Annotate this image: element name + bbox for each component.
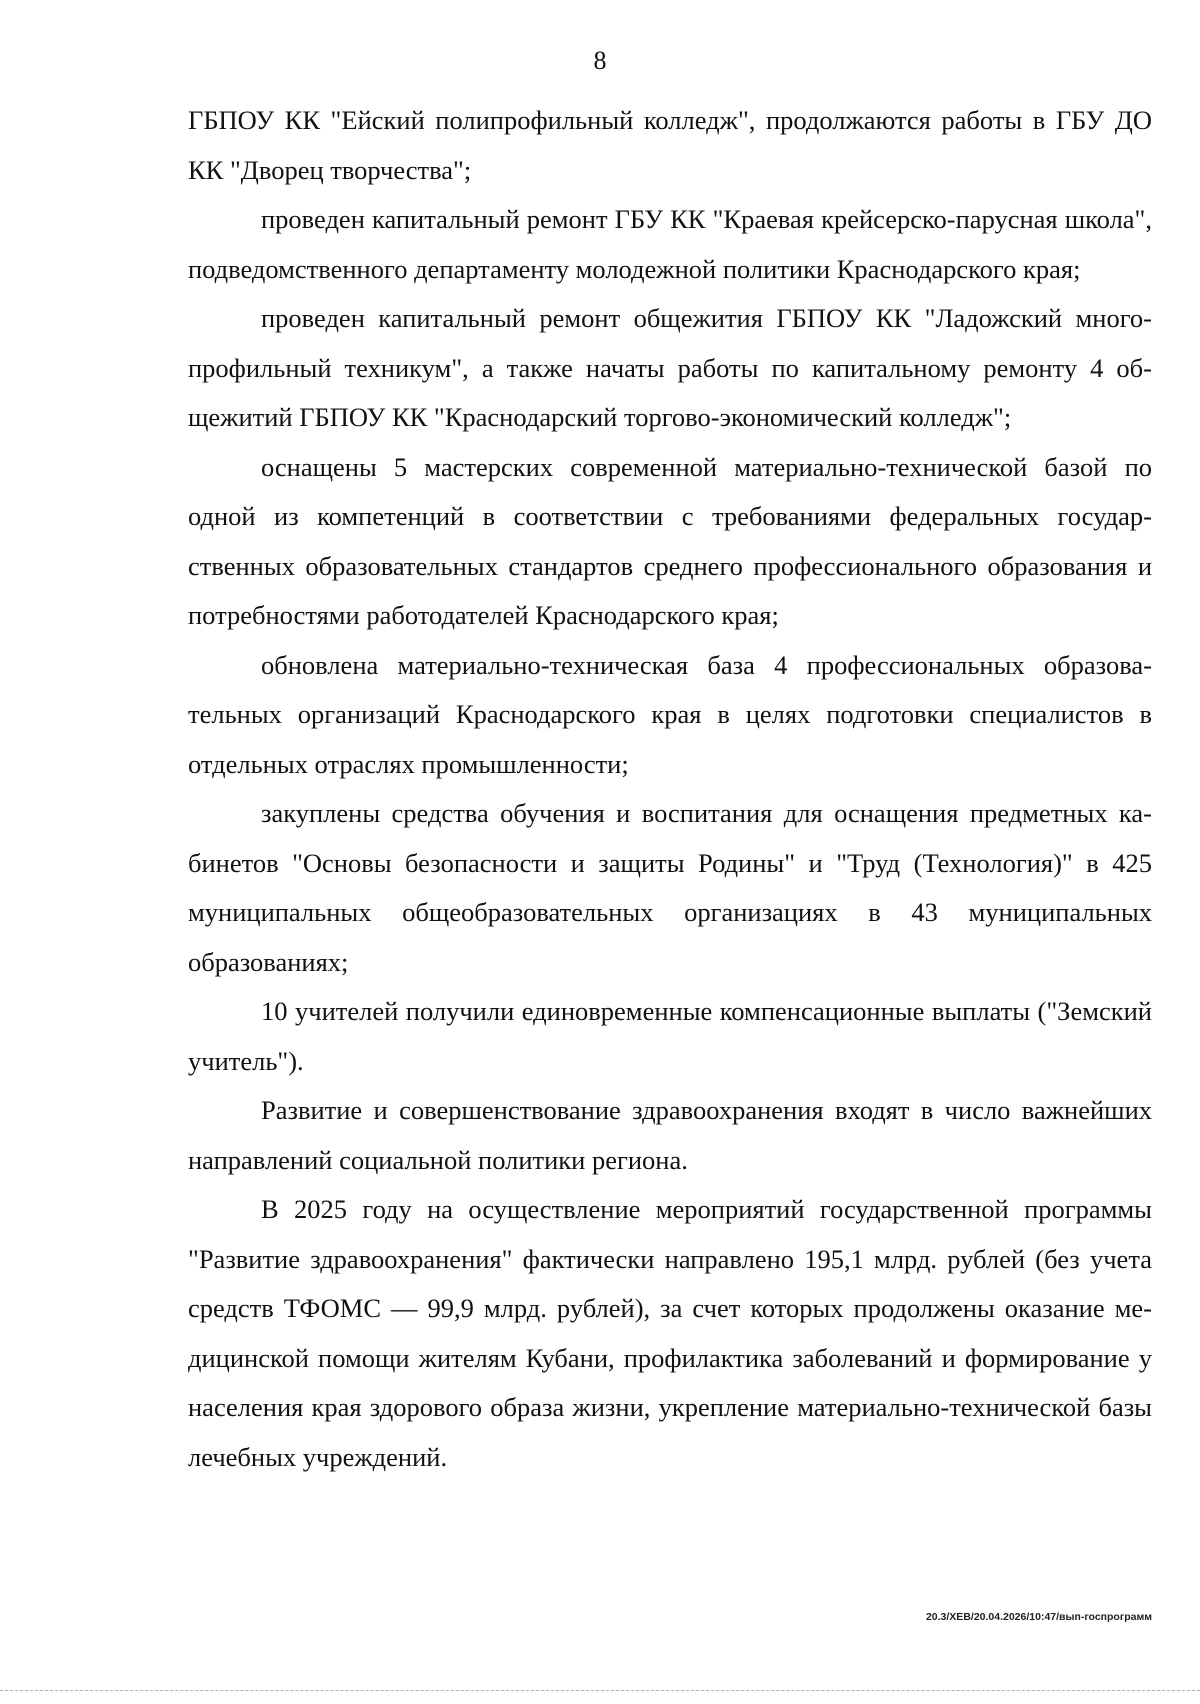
- paragraph-healthcare-intro: Развитие и совершенствование здравоохранения входят в число важнейших направлений социальной политики региона.: [188, 1095, 1152, 1175]
- paragraph-teachers: 10 учителей получили единовременные компенсационные выплаты ("Земский учитель").: [188, 996, 1152, 1076]
- page-number: 8: [593, 46, 607, 75]
- paragraph-continuation: ГБПОУ КК "Ейский полипрофильный колледж", продолжаются работы в ГБУ ДО КК "Дворец творчества";: [188, 105, 1152, 185]
- paragraph-workshops: оснащены 5 мастерских современной материально-технической базой по одной из компетенций в соответствии с требованиями федеральных государственных образовательных стандартов среднего профессионального образования и потребностями работодателей Краснодарского края;: [188, 451, 1152, 630]
- page-bottom-rule: [0, 1690, 1200, 1692]
- paragraph-material-base: обновлена материально-техническая база 4 профессиональных образовательных организаций Краснодарского края в целях подготовки специалистов в отдельных отраслях промышленности;: [188, 649, 1152, 779]
- paragraph-sailing-school: проведен капитальный ремонт ГБУ КК "Краевая крейсерско-парусная школа", подведомственного департаменту молодежной политики Краснодарского края;: [188, 204, 1152, 284]
- document-body: [188, 96, 1152, 1482]
- footer-document-code: 20.3/ХЕВ/20.04.2026/10:47/вып-госпрограмм: [925, 1611, 1152, 1623]
- paragraph-teaching-equipment: закуплены средства обучения и воспитания для оснащения предметных кабинетов "Основы безопасности и защиты Родины" и "Труд (Технология)" в 425 муниципальных общеобразовательных организациях в 43 муниципальных образованиях;: [188, 798, 1152, 977]
- paragraph-dormitory-repair: проведен капитальный ремонт общежития ГБПОУ КК "Ладожский многопрофильный техникум", а также начаты работы по капитальному ремонту 4 общежитий ГБПОУ КК "Краснодарский торгово-экономический колледж";: [188, 303, 1152, 432]
- paragraph-healthcare-funding: В 2025 году на осуществление мероприятий государственной программы "Развитие здравоохранения" фактически направлено 195,1 млрд. рублей (без учета средств ТФОМС — 99,9 млрд. рублей), за счет которых продолжены оказание медицинской помощи жителям Кубани, профилактика заболеваний и формирование у населения края здорового образа жизни, укрепление материально-технической базы лечебных учреждений.: [188, 1194, 1152, 1472]
